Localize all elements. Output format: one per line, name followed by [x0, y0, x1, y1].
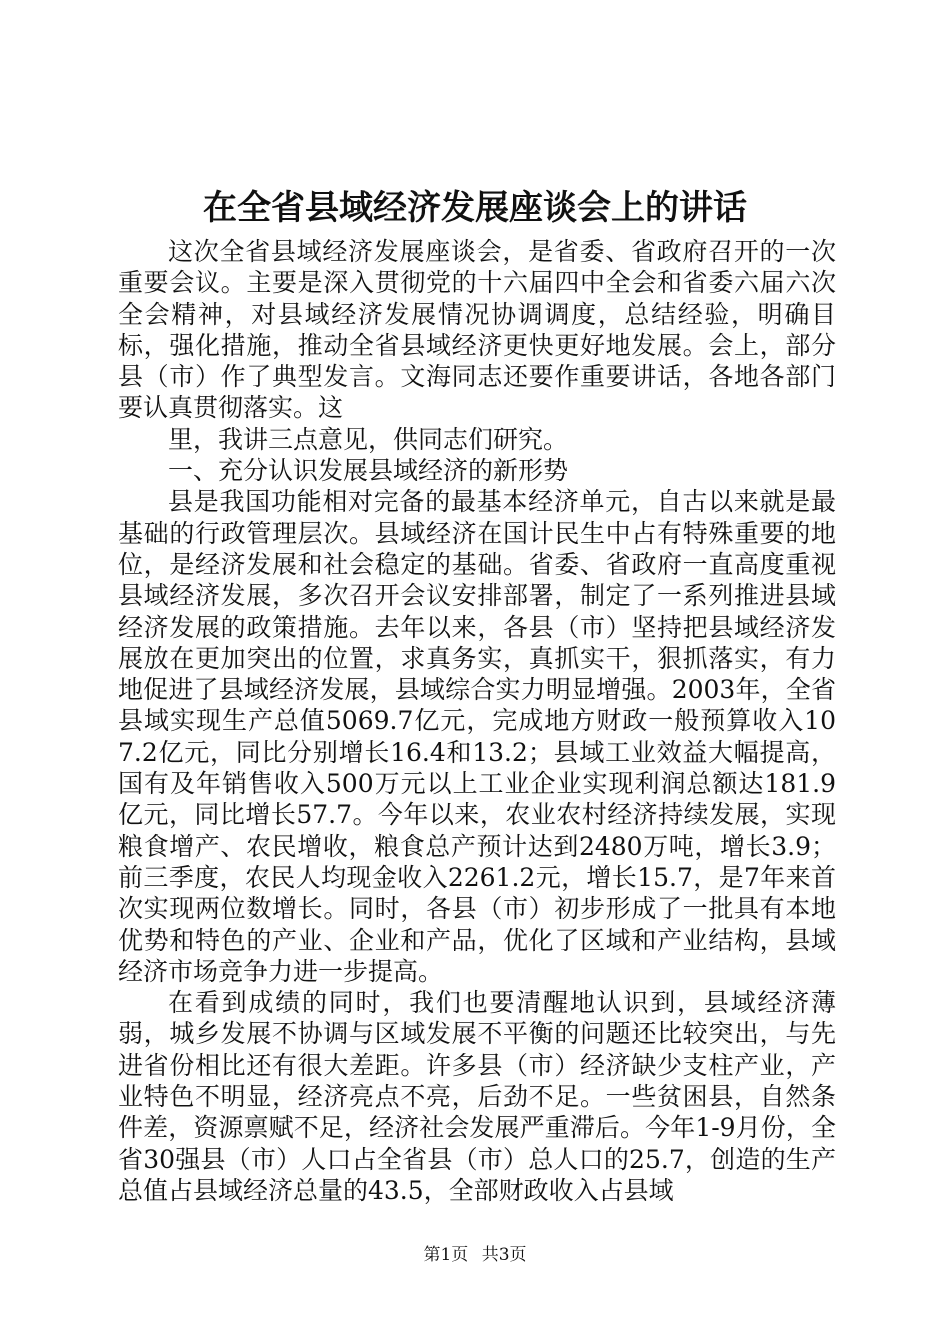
page-number: 第1页 — [423, 1245, 469, 1265]
paragraph-achievements: 县是我国功能相对完备的最基本经济单元，自古以来就是最基础的行政管理层次。县域经济在国计民生中占有特殊重要的地位，是经济发展和社会稳定的基础。省委、省政府一直高度重视县域经济发展，多次召开会议安排部署，制定了一系列推进县域经济发展的政策措施。去年以来，各县（市）坚持把县域经济发展放在更加突出的位置，求真务实，真抓实干，狠抓落实，有力地促进了县域经济发展，县域综合实力明显增强。2003年，全省县域实现生产总值5069.7亿元，完成地方财政一般预算收入107.2亿元，同比分别增长16.4和13.2；县域工业效益大幅提高，国有及年销售收入500万元以上工业企业实现利润总额达181.9亿元，同比增长57.7。今年以来，农业农村经济持续发展，实现粮食增产、农民增收，粮食总产预计达到2480万吨，增长3.9；前三季度，农民人均现金收入2261.2元，增长15.7，是7年来首次实现两位数增长。同时，各县（市）初步形成了一批具有本地优势和特色的产业、企业和产品，优化了区域和产业结构，县域经济市场竞争力进一步提高。 — [118, 487, 836, 986]
document-body — [118, 236, 836, 1206]
section-heading-1: 一、充分认识发展县域经济的新形势 — [168, 456, 569, 486]
page-footer — [0, 1244, 950, 1266]
paragraph-intro: 这次全省县域经济发展座谈会，是省委、省政府召开的一次重要会议。主要是深入贯彻党的十六届四中全会和省委六届六次全会精神，对县域经济发展情况协调调度，总结经验，明确目标，强化措施，推动全省县域经济更快更好地发展。会上，部分县（市）作了典型发言。文海同志还要作重要讲话，各地各部门要认真贯彻落实。这 — [118, 237, 836, 423]
document-title: 在全省县域经济发展座谈会上的讲话 — [203, 188, 747, 228]
paragraph-opinions: 里，我讲三点意见，供同志们研究。 — [168, 424, 569, 454]
paragraph-problems: 在看到成绩的同时，我们也要清醒地认识到，县域经济薄弱，城乡发展不协调与区域发展不平衡的问题还比较突出，与先进省份相比还有很大差距。许多县（市）经济缺少支柱产业，产业特色不明显，经济亮点不亮，后劲不足。一些贫困县，自然条件差，资源禀赋不足，经济社会发展严重滞后。今年1-9月份，全省30强县（市）人口占全省县（市）总人口的25.7，创造的生产总值占县域经济总量的43.5，全部财政收入占县域 — [118, 988, 836, 1205]
total-pages: 共3页 — [481, 1245, 527, 1265]
